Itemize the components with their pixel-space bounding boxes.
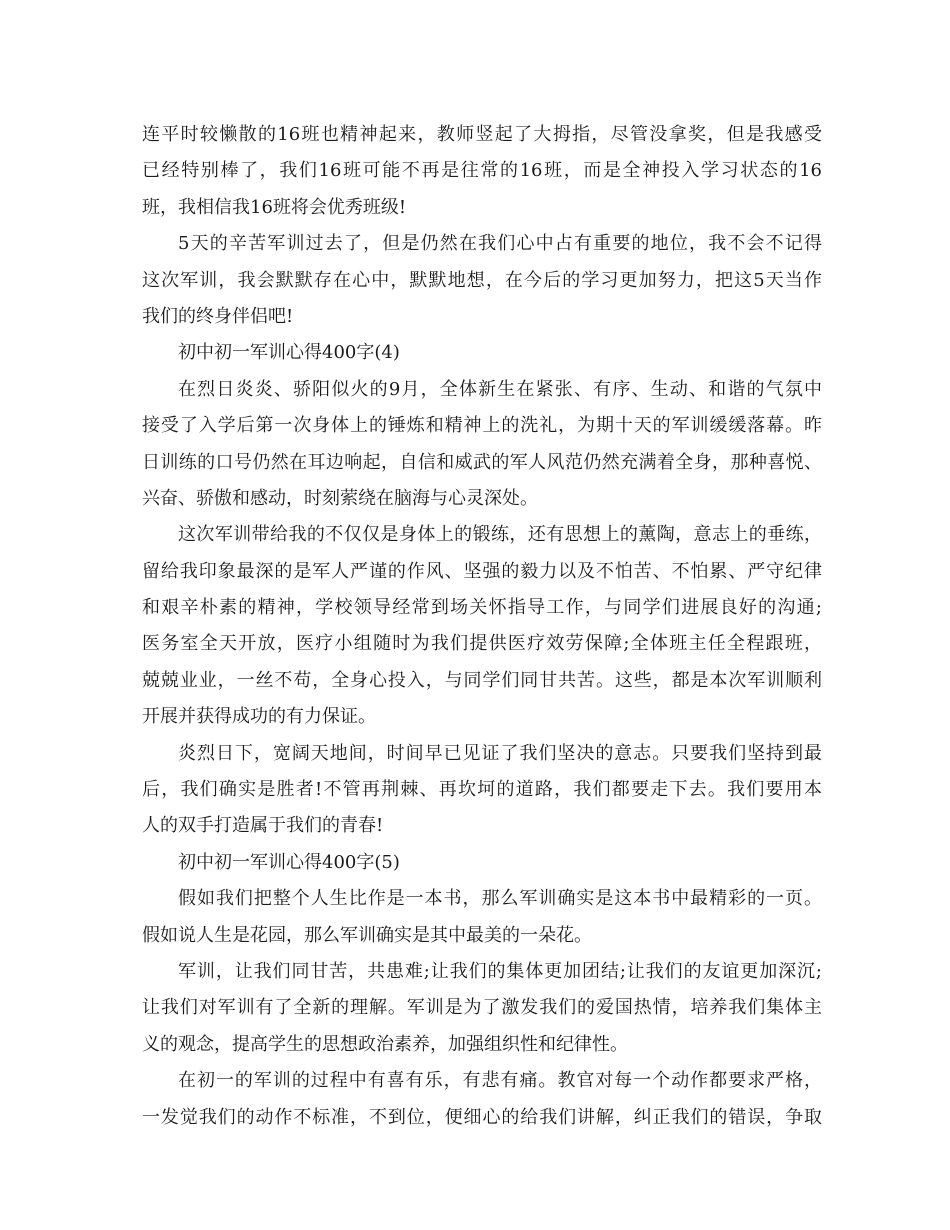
text-line: 接受了入学后第一次身体上的锤炼和精神上的洗礼，为期十天的军训缓缓落幕。昨 bbox=[142, 415, 822, 437]
text-line: 留给我印象最深的是军人严谨的作风、坚强的毅力以及不怕苦、不怕累、严守纪律 bbox=[142, 560, 822, 582]
section-heading: 初中初一军训心得400字(5) bbox=[178, 851, 400, 873]
text-line: 假如说人生是花园，那么军训确实是其中最美的一朵花。 bbox=[142, 924, 592, 946]
text-line: 兢兢业业，一丝不苟，全身心投入，与同学们同甘共苦。这些，都是本次军训顺利 bbox=[142, 669, 822, 691]
text-line: 让我们对军训有了全新的理解。军训是为了激发我们的爱国热情，培养我们集体主 bbox=[142, 997, 822, 1019]
text-line: 兴奋、骄傲和感动，时刻萦绕在脑海与心灵深处。 bbox=[142, 487, 538, 509]
text-line: 已经特别棒了，我们16班可能不再是往常的16班，而是全神投入学习状态的16 bbox=[142, 160, 822, 182]
paragraph-first-line: 炎烈日下，宽阔天地间，时间早已见证了我们坚决的意志。只要我们坚持到最 bbox=[178, 742, 822, 764]
text-line: 开展并获得成功的有力保证。 bbox=[142, 706, 376, 728]
document-body bbox=[142, 117, 822, 1136]
text-line: 和艰辛朴素的精神，学校领导经常到场关怀指导工作，与同学们进展良好的沟通; bbox=[142, 597, 822, 619]
text-line: 一发觉我们的动作不标准，不到位，便细心的给我们讲解，纠正我们的错误，争取 bbox=[142, 1106, 822, 1128]
text-line: 我们的终身伴侣吧! bbox=[142, 305, 294, 327]
text-line: 义的观念，提高学生的思想政治素养，加强组织性和纪律性。 bbox=[142, 1033, 628, 1055]
paragraph-first-line: 5天的辛苦军训过去了，但是仍然在我们心中占有重要的地位，我不会不记得 bbox=[178, 233, 822, 255]
text-line: 日训练的口号仍然在耳边响起，自信和威武的军人风范仍然充满着全身，那种喜悦、 bbox=[142, 451, 822, 473]
section-heading: 初中初一军训心得400字(4) bbox=[178, 342, 400, 364]
text-line: 班，我相信我16班将会优秀班级! bbox=[142, 196, 407, 218]
paragraph-first-line: 在初一的军训的过程中有喜有乐，有悲有痛。教官对每一个动作都要求严格， bbox=[178, 1070, 822, 1092]
text-line: 这次军训，我会默默存在心中，默默地想，在今后的学习更加努力，把这5天当作 bbox=[142, 269, 822, 291]
text-line: 人的双手打造属于我们的青春! bbox=[142, 815, 384, 837]
paragraph-first-line: 军训，让我们同甘苦，共患难;让我们的集体更加团结;让我们的友谊更加深沉; bbox=[178, 960, 822, 982]
text-line: 医务室全天开放，医疗小组随时为我们提供医疗效劳保障;全体班主任全程跟班， bbox=[142, 633, 822, 655]
paragraph-first-line: 假如我们把整个人生比作是一本书，那么军训确实是这本书中最精彩的一页。 bbox=[178, 888, 822, 910]
text-line: 连平时较懒散的16班也精神起来，教师竖起了大拇指，尽管没拿奖，但是我感受 bbox=[142, 124, 822, 145]
paragraph-first-line: 在烈日炎炎、骄阳似火的9月，全体新生在紧张、有序、生动、和谐的气氛中 bbox=[178, 378, 822, 400]
text-line: 后，我们确实是胜者!不管再荆棘、再坎坷的道路，我们都要走下去。我们要用本 bbox=[142, 779, 822, 801]
paragraph-first-line: 这次军训带给我的不仅仅是身体上的锻练，还有思想上的薰陶，意志上的垂练， bbox=[178, 524, 822, 546]
